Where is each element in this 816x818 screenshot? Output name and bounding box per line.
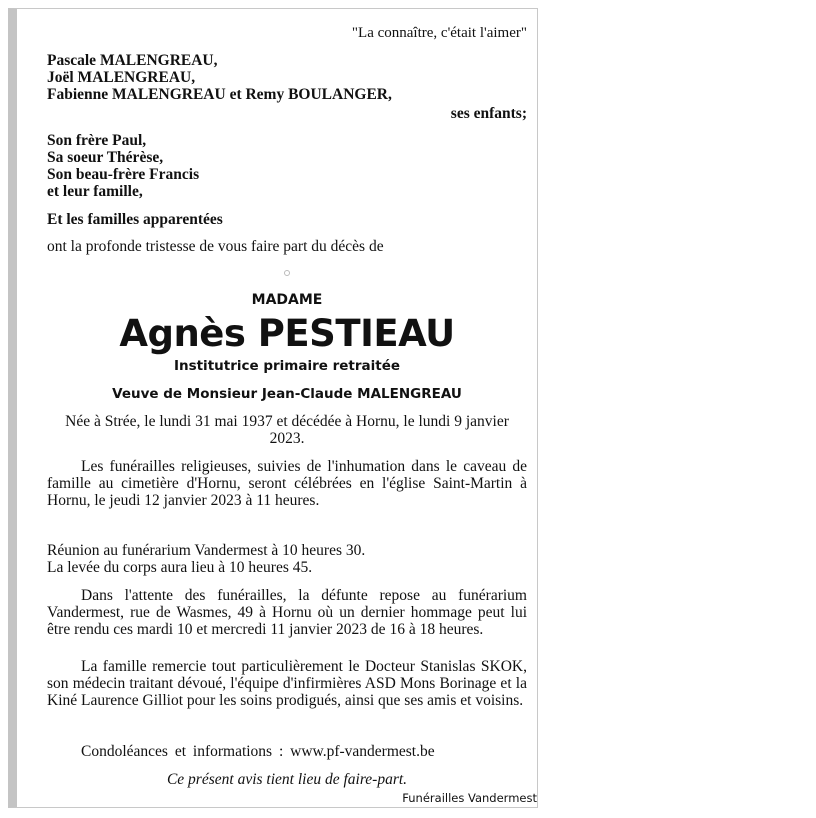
children-role: ses enfants; <box>450 105 527 122</box>
deceased-profession: Institutrice primaire retraitée <box>173 358 401 374</box>
undertaker-name: Funérailles Vandermest <box>402 791 537 805</box>
obituary-notice <box>8 8 538 808</box>
epigraph-quote: "La connaître, c'était l'aimer" <box>351 25 527 41</box>
wake-details: Dans l'attente des funérailles, la défunte repose au funérarium Vandermest, rue de Wasmes, 49 à Hornu où un dernier hommage peut lui être rendu ces mardi 10 et mercredi 11 janvier 2023 de 16 à 18 heures. <box>47 587 527 638</box>
child-name: Pascale MALENGREAU, <box>47 52 218 69</box>
related-families: Et les familles apparentées <box>47 211 223 228</box>
notice-statement: Ce présent avis tient lieu de faire-part. <box>166 771 408 788</box>
funeral-details: Les funérailles religieuses, suivies de l'inhumation dans le caveau de famille au cimetière d'Hornu, seront célébrées en l'église Saint-Martin à Hornu, le jeudi 12 janvier 2023 à 11 heures. <box>47 458 527 509</box>
widow-of: Veuve de Monsieur Jean-Claude MALENGREAU <box>112 386 462 402</box>
siblings-list <box>47 132 199 200</box>
meeting-line: Réunion au funérarium Vandermest à 10 heures 30. <box>47 542 366 559</box>
announcement-text: ont la profonde tristesse de vous faire part du décès de <box>47 238 384 255</box>
deceased-name: Agnès PESTIEAU <box>119 312 455 355</box>
deceased-title: MADAME <box>251 292 323 308</box>
child-name: Joël MALENGREAU, <box>47 69 196 86</box>
condolences-info: Condoléances et informations : www.pf-vandermest.be <box>81 743 435 760</box>
meeting-line: La levée du corps aura lieu à 10 heures 45. <box>47 559 313 576</box>
sibling-line: et leur famille, <box>47 183 143 200</box>
separator-dot-icon <box>284 270 290 276</box>
meeting-details <box>47 542 527 576</box>
thanks-text: La famille remercie tout particulièrement le Docteur Stanislas SKOK, son médecin traitant dévoué, l'équipe d'infirmières ASD Mons Borinage et la Kiné Laurence Gilliot pour les soins prodigués, ainsi que ses amis et voisins. <box>47 658 527 709</box>
children-list <box>47 52 392 103</box>
sibling-line: Son frère Paul, <box>47 132 147 149</box>
sibling-line: Son beau-frère Francis <box>47 166 200 183</box>
sibling-line: Sa soeur Thérèse, <box>47 149 164 166</box>
child-name: Fabienne MALENGREAU et Remy BOULANGER, <box>47 86 392 103</box>
birth-death-dates: Née à Strée, le lundi 31 mai 1937 et décédée à Hornu, le lundi 9 janvier 2023. <box>65 413 509 447</box>
